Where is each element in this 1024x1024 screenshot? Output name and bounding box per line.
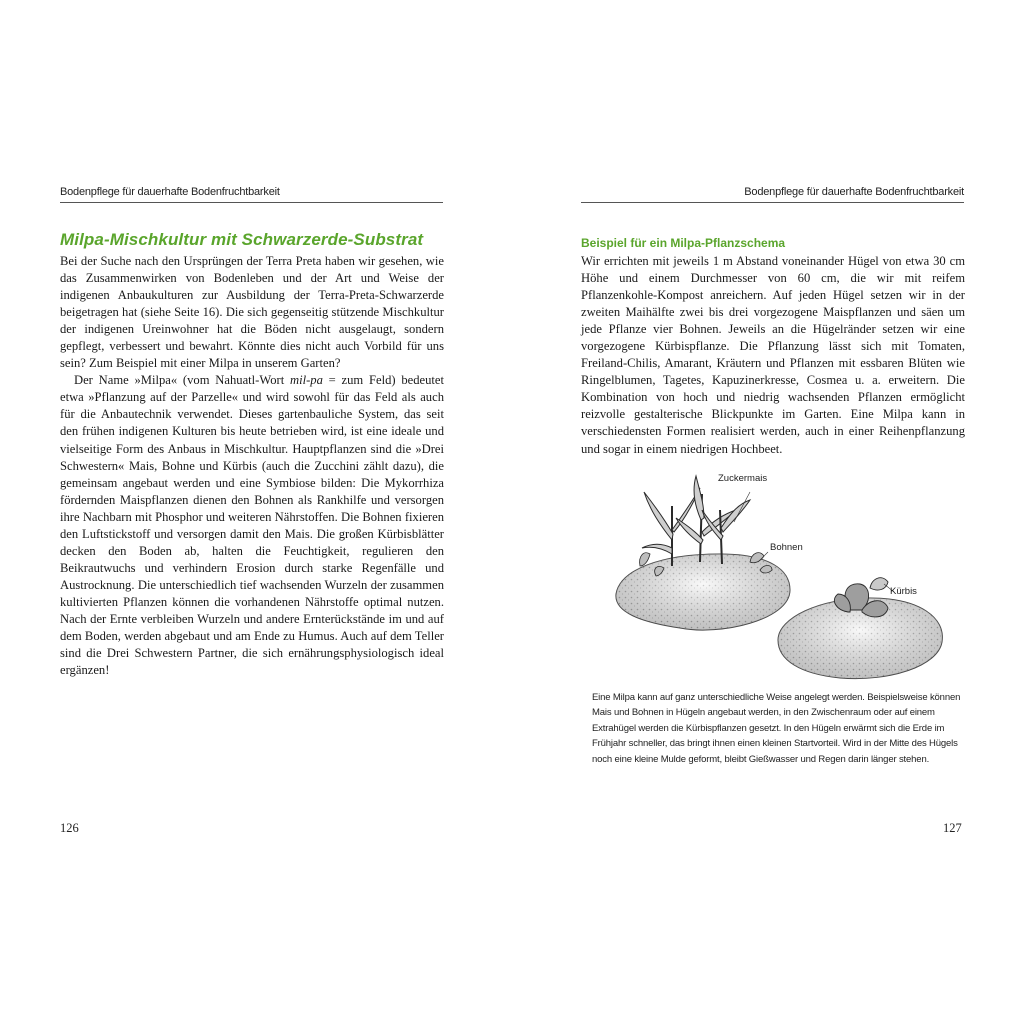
page-number: 127 <box>943 821 962 835</box>
running-head: Bodenpflege für dauerhafte Bodenfruchtbarkeit <box>581 186 964 203</box>
term-italic: mil-pa <box>290 373 323 388</box>
mound-drawing <box>600 470 980 680</box>
right-page <box>512 0 1024 1024</box>
label-kuerbis: Kürbis <box>890 586 917 597</box>
milpa-illustration <box>600 470 980 680</box>
paragraph-rest: = zum Feld) bedeutet etwa »Pflanzung auf der Parzelle« und wird sowohl für das Feld als auch für die Anbautechnik verwendet. Dieses gartenbauliche System, das seit den frühen indigenen Kulturen bis heute betrieben wird, ist eine ideale und vielseitige Form des Anbaus in Mischkultur. Hauptpflanzen sind die »Drei Schwestern« Mais, Bohne und Kürbis (auch die Zucchini zählt dazu), die gemeinsam angebaut werden und eine Symbiose bilden: Die Mykorrhiza fördernden Maispflanzen dienen den Bohnen als Rankhilfe und versorgen ihre Nachbarn mit Phosphor und weiteren Nährstoffen. Die Bohnen fixieren den Luftstickstoff und versorgen damit den Mais. Die großen Kürbisblätter decken den Boden ab, halten die Feuchtigkeit, regulieren den Beikrautwuchs und verhindern Erosion durch starke Regenfälle und Austrocknung. Die unterschiedlich tief wachsenden Wurzeln der zusammen kultivierten Pflanzen können die vorhandenen Nährstoffe optimal nutzen. Nach der Ernte verbleiben Wurzeln und andere Ernterückstände im und auf dem Boden, werden abgebaut und am Ende zu Humus. Auch auf dem Teller sind die Drei Schwestern Partner, die sich ernährungsphysiologisch ideal ergänzen! <box>60 373 444 678</box>
paragraph-start: Der Name »Milpa« (vom Nahuatl-Wort <box>74 373 290 388</box>
label-bohnen: Bohnen <box>770 542 803 553</box>
body-text <box>60 253 444 679</box>
figure-caption: Eine Milpa kann auf ganz unterschiedliche Weise angelegt werden. Beispielsweise können Mais und Bohnen in Hügeln angebaut werden, in den Zwischenraum oder auf einem Extrahügel werden die Kürbispflanzen gesetzt. In den Hügeln erwärmt sich die Erde im Frühjahr schneller, das bringt ihnen einen kleinen Startvorteil. Wird in der Mitte des Hügels noch eine kleine Mulde geformt, bleibt Gießwasser und Regen darin länger stehen. <box>592 692 961 765</box>
page-number: 126 <box>60 821 79 835</box>
corn-plants <box>642 476 750 566</box>
paragraph: Wir errichten mit jeweils 1 m Abstand voneinander Hügel von etwa 30 cm Höhe und einem Durchmesser von 60 cm, die wir mit reifem Pflanzenkohle-Kompost anreichern. Auf jeden Hügel setzen wir in der zweiten Maihälfte zwei bis drei vorgezogene Maispflanzen und säen um jede Pflanze vier Bohnen. Jeweils an die Hügelränder setzen wir eine vorgezogene Kürbispflanze. Die Pflanzung lässt sich mit Tomaten, Freiland-Chilis, Amarant, Kräutern und Pflanzen mit essbaren Blüten wie Ringelblumen, Tagetes, Kapuzinerkresse, Cosmea u. a. erweitern. Die Kombination von hoch und niedrig wachsenden Pflanzen ermöglicht reizvolle gestalterische Blickpunkte im Garten. Eine Milpa kann in verschiedensten Formen realisiert werden, auch in einer Reihenpflanzung und sogar in einem niedrigen Hochbeet. <box>581 254 965 456</box>
running-head: Bodenpflege für dauerhafte Bodenfruchtbarkeit <box>60 186 443 203</box>
section-subheading: Beispiel für ein Milpa-Pflanzschema <box>581 236 786 250</box>
label-zuckermais: Zuckermais <box>718 473 768 484</box>
paragraph <box>60 372 444 679</box>
paragraph: Bei der Suche nach den Ursprüngen der Terra Preta haben wir gesehen, wie das Zusammenwirken von Bodenleben und der Art und Weise der indigenen Anbaukulturen zur Ausbildung der Terra-Preta-Schwarzerde beigetragen hat (siehe Seite 16). Die sich gegenseitig stützende Mischkultur der indigenen Ureinwohner hat die Böden nicht ausgelaugt, sondern gepflegt, verbessert und bewahrt. Könnte dies nicht auch Vorbild für uns sein? Zum Beispiel mit einer Milpa in unserem Garten? <box>60 254 444 371</box>
chapter-title: Milpa-Mischkultur mit Schwarzerde-Substrat <box>60 230 424 249</box>
body-text <box>581 253 965 458</box>
